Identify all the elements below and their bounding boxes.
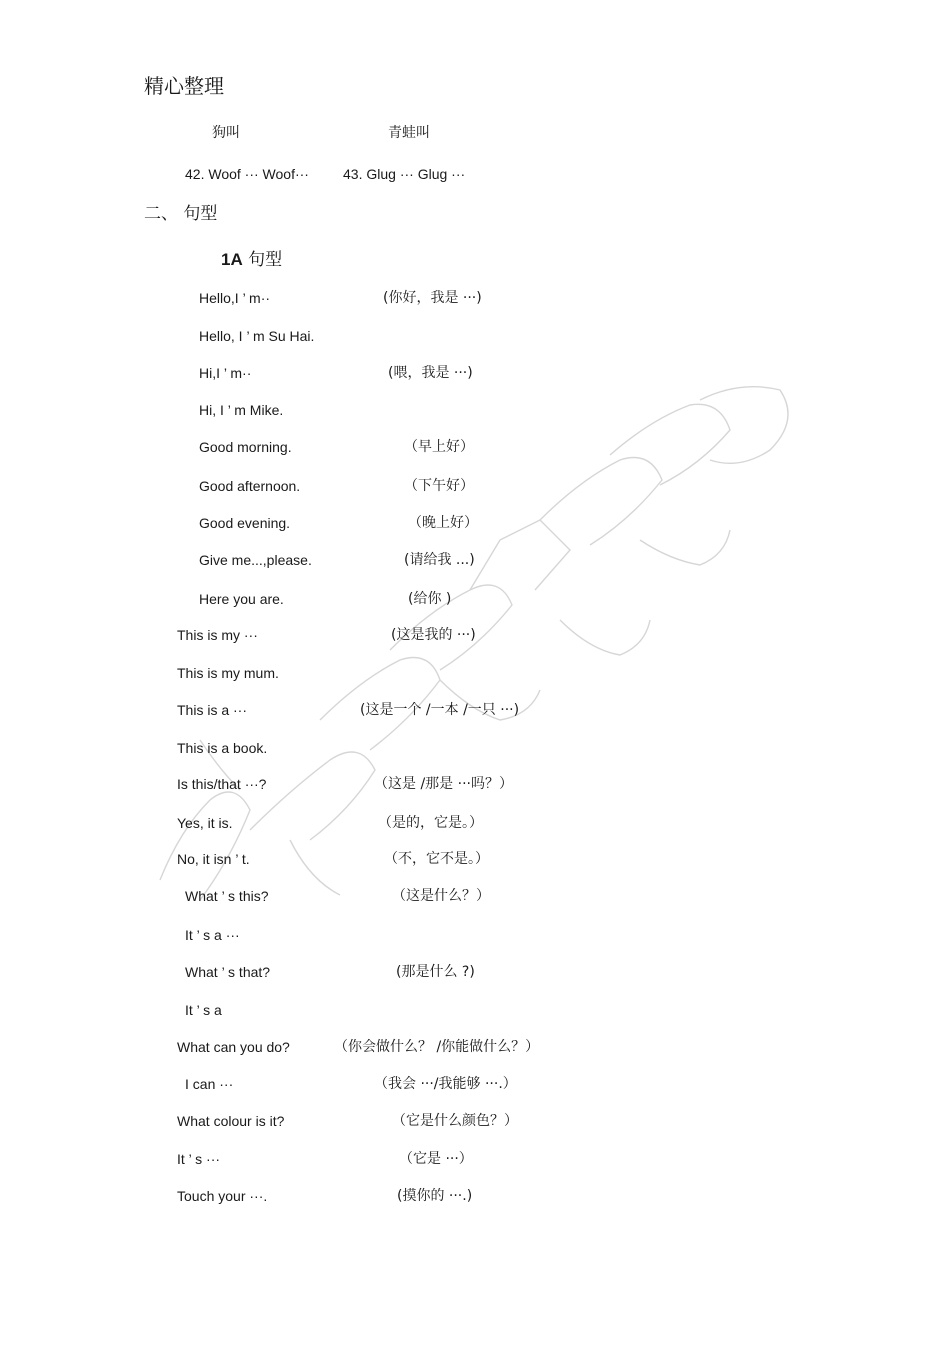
sentence-en: Yes, it is. — [177, 815, 233, 831]
sentence-cn: （是的，它是。） — [378, 815, 483, 831]
sound-item-43: 43. Glug ··· Glug ··· — [343, 166, 466, 182]
section-title: 二、 句型 — [144, 204, 218, 224]
sentence-en: I can ··· — [185, 1076, 234, 1092]
sentence-cn: （我会 ···/我能够 ···.） — [374, 1076, 517, 1092]
sentence-cn: （它是什么颜色？） — [392, 1113, 518, 1129]
sentence-cn: （它是 ···） — [399, 1151, 473, 1167]
sentence-en: It ’ s ··· — [177, 1151, 221, 1167]
sentence-en: Hello,I ’ m·· — [199, 290, 271, 306]
sentence-en: Touch your ···. — [177, 1188, 268, 1204]
sentence-en: Is this/that ···? — [177, 776, 267, 792]
sentence-en: No, it isn ’ t. — [177, 851, 250, 867]
sentence-cn: (喂，我是 ···) — [388, 365, 473, 381]
sentence-en: Hi,I ’ m·· — [199, 365, 252, 381]
sentence-en: This is a ··· — [177, 702, 247, 718]
sentence-cn: （晚上好） — [408, 515, 478, 531]
frog-sound-label: 青蛙叫 — [388, 125, 430, 141]
dog-sound-label: 狗叫 — [212, 125, 240, 141]
sentence-cn: (请给我 ...) — [404, 552, 475, 568]
sentence-en: What ’ s that? — [185, 964, 271, 980]
sentence-en: Hi, I ’ m Mike. — [199, 402, 284, 418]
sentence-en: Good morning. — [199, 439, 292, 455]
sentence-en: What colour is it? — [177, 1113, 285, 1129]
sentence-en: What can you do? — [177, 1039, 290, 1055]
sentence-cn: （这是 /那是 ···吗？） — [374, 776, 513, 792]
sentence-en: It ’ s a — [185, 1002, 222, 1018]
sentence-cn: (摸你的 ···.) — [397, 1188, 473, 1204]
subsection-title — [221, 251, 282, 269]
sentence-en: This is my ··· — [177, 627, 258, 643]
sentence-en: Here you are. — [199, 591, 284, 607]
sentence-en: What ’ s this? — [185, 888, 269, 904]
subsection-label: 句型 — [248, 250, 283, 270]
sentence-en: Hello, I ’ m Su Hai. — [199, 328, 315, 344]
sentence-cn: (那是什么 ?) — [396, 964, 475, 980]
sentence-en: This is a book. — [177, 740, 268, 756]
sentence-cn: (这是一个 /一本 /一只 ···) — [360, 702, 520, 718]
document-title: 精心整理 — [144, 74, 224, 98]
sentence-cn: （下午好） — [404, 478, 474, 494]
sentence-cn: （早上好） — [404, 439, 474, 455]
sentence-en: It ’ s a ··· — [185, 927, 240, 943]
sentence-en: Good evening. — [199, 515, 291, 531]
sentence-cn: （你会做什么？ /你能做什么？） — [334, 1039, 540, 1055]
sentence-en: This is my mum. — [177, 665, 279, 681]
sentence-cn: (给你 ) — [408, 591, 452, 607]
sound-item-42: 42. Woof ··· Woof··· — [185, 166, 309, 182]
sentence-en: Give me...,please. — [199, 552, 312, 568]
sentence-cn: (你好，我是 ···) — [383, 290, 482, 306]
sentence-en: Good afternoon. — [199, 478, 301, 494]
sentence-cn: （不，它不是。） — [384, 851, 489, 867]
sentence-cn: （这是什么？） — [392, 888, 490, 904]
sentence-cn: (这是我的 ···) — [391, 627, 476, 643]
subsection-number: 1A — [221, 250, 243, 269]
